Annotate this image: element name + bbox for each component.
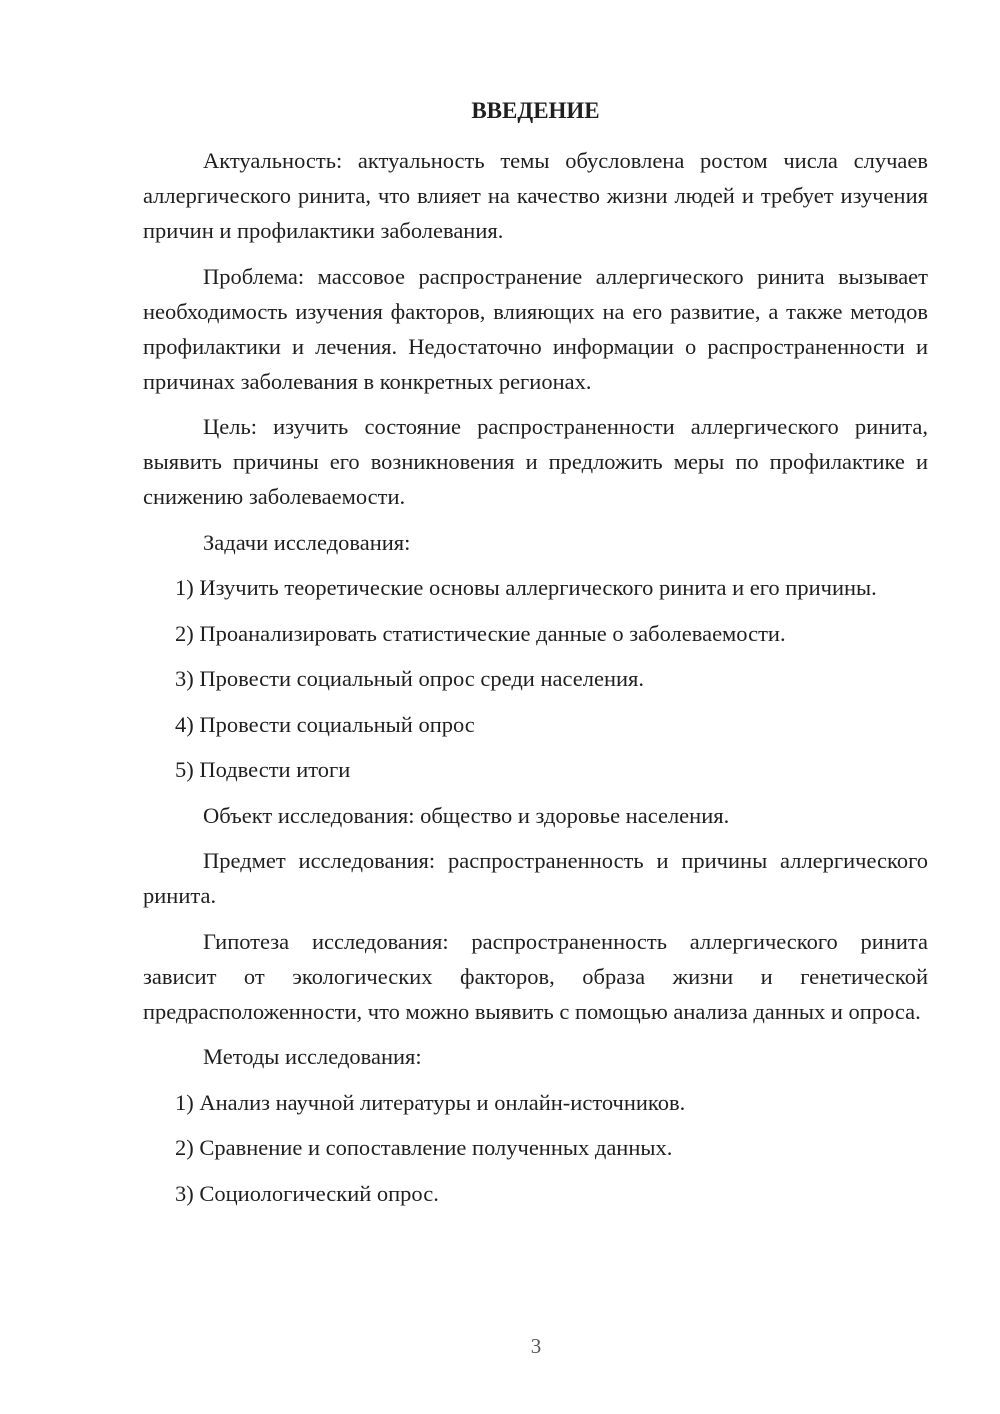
method-item-3: 3) Социологический опрос. [175,1180,439,1206]
method-item-2: 2) Сравнение и сопоставление полученных данных. [175,1135,673,1160]
paragraph-subject: Предмет исследования: распространенность и причины аллергического ринита. [143,848,928,908]
task-item-3: 3) Провести социальный опрос среди населения. [175,666,645,691]
paragraph-object: Объект исследования: общество и здоровье населения. [203,802,730,828]
task-item-1: 1) Изучить теоретические основы аллергического ринита и его причины. [175,575,877,600]
task-item-2: 2) Проанализировать статистические данные о заболеваемости. [175,620,786,646]
paragraph-problem: Проблема: массовое распространение аллергического ринита вызывает необходимость изучения факторов, влияющих на его развитие, а также методов профилактики и лечения. Недостаточно информации о распространенности и причинах заболевания в конкретных регионах. [143,263,928,394]
task-item-5: 5) Подвести итоги [175,757,351,782]
paragraph-relevance: Актуальность: актуальность темы обусловлена ростом числа случаев аллергического ринита, что влияет на качество жизни людей и требует изучения причин и профилактики заболевания. [143,148,928,243]
method-item-1: 1) Анализ научной литературы и онлайн-источников. [175,1089,686,1115]
paragraph-hypothesis: Гипотеза исследования: распространенность аллергического ринита зависит от экологических факторов, образа жизни и генетической предрасположенности, что можно выявить с помощью анализа данных и опроса. [143,928,928,1024]
task-item-4: 4) Провести социальный опрос [175,711,475,737]
document-body [143,143,928,1221]
paragraph-methods-heading: Методы исследования: [203,1044,422,1069]
page-number: 3 [530,1334,542,1358]
page-title: ВВЕДЕНИЕ [471,98,600,123]
paragraph-tasks-heading: Задачи исследования: [203,529,411,555]
paragraph-goal: Цель: изучить состояние распространенности аллергического ринита, выявить причины его возникновения и предложить меры по профилактике и снижению заболеваемости. [143,414,928,509]
